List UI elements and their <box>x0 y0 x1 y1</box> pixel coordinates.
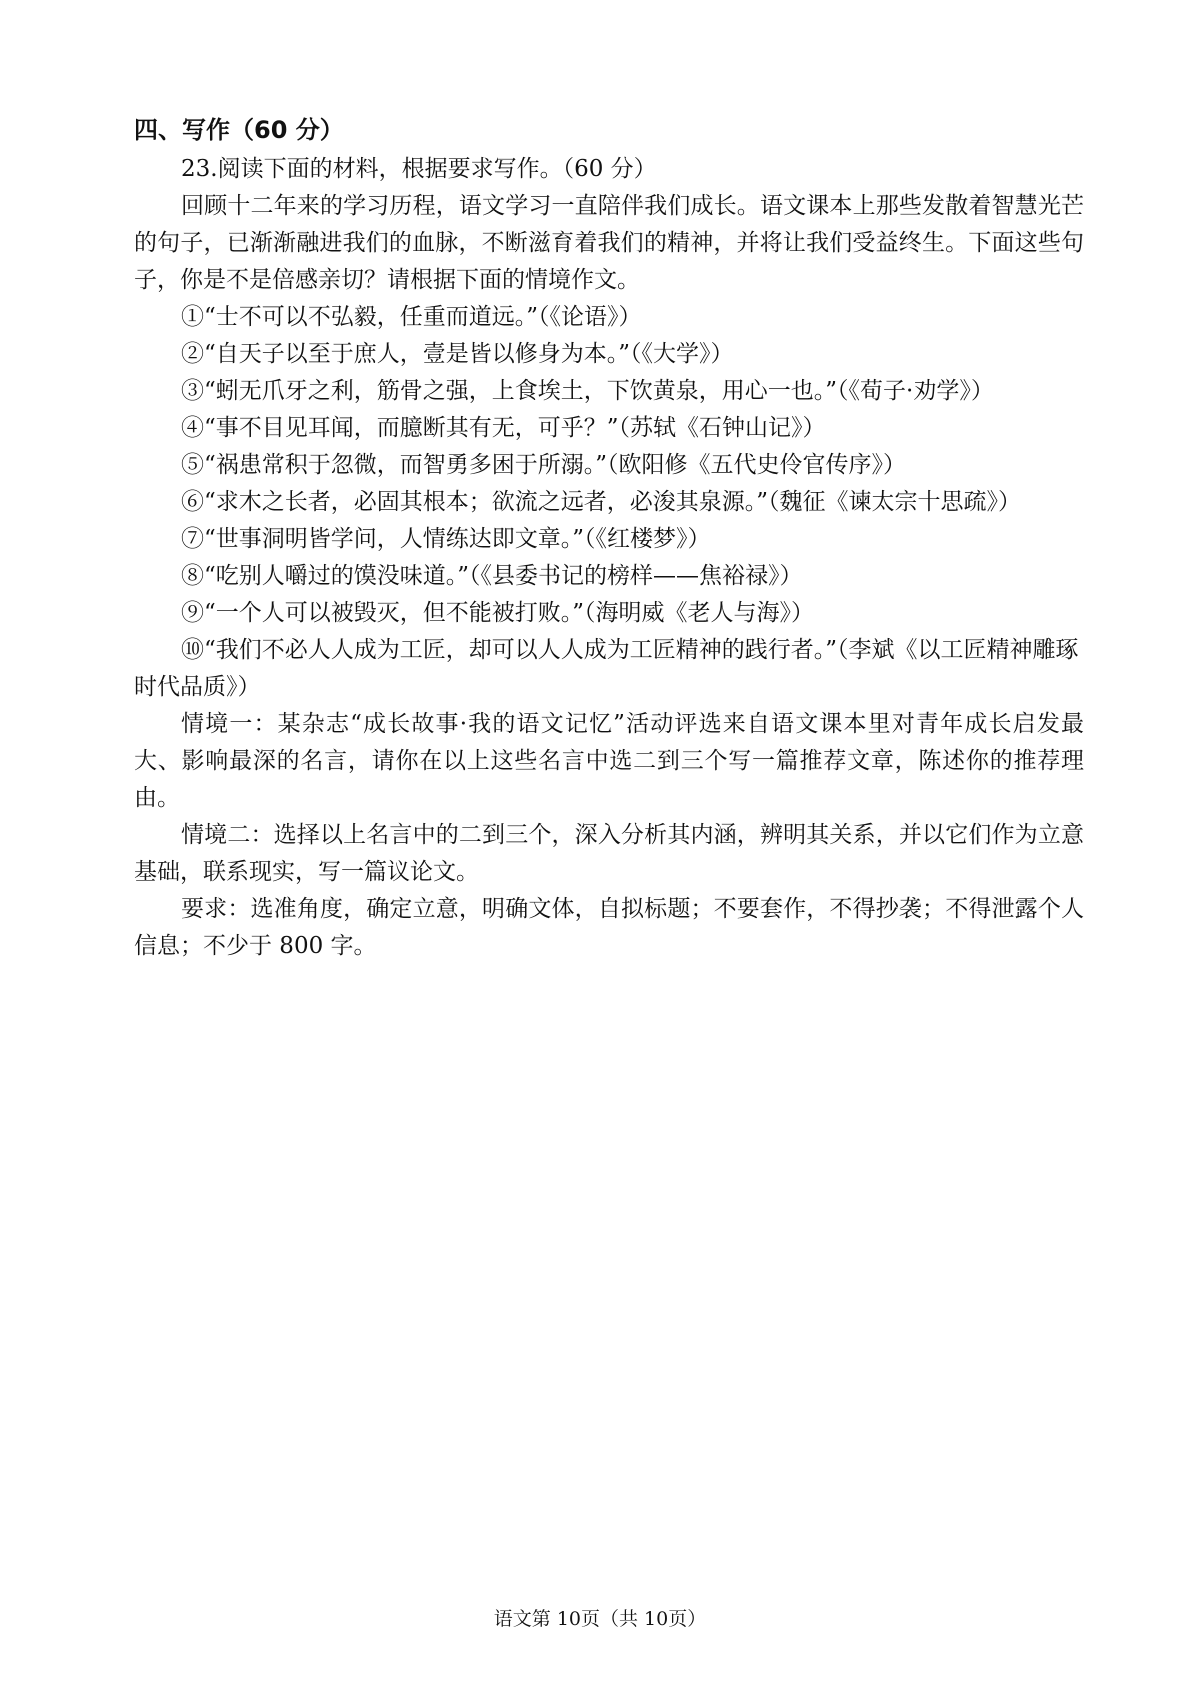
quote-item: ⑧“吃别人嚼过的馍没味道。”（《县委书记的榜样——焦裕禄》） <box>181 563 803 589</box>
quote-item: ⑩“我们不必人人成为工匠，却可以人人成为工匠精神的践行者。”（李斌《以工匠精神雕琢时代品质》） <box>134 637 1079 700</box>
section-title: 四、写作（60 分） <box>134 116 344 144</box>
requirements: 要求：选准角度，确定立意，明确文体，自拟标题；不要套作，不得抄袭；不得泄露个人信息；不少于 800 字。 <box>134 896 1084 959</box>
question-prompt: 23.阅读下面的材料，根据要求写作。（60 分） <box>181 156 657 182</box>
scenario-two: 情境二：选择以上名言中的二到三个，深入分析其内涵，辨明其关系，并以它们作为立意基础，联系现实，写一篇议论文。 <box>134 822 1084 885</box>
quote-list <box>134 299 1084 706</box>
scenario-one: 情境一：某杂志“成长故事·我的语文记忆”活动评选来自语文课本里对青年成长启发最大、影响最深的名言，请你在以上这些名言中选二到三个写一篇推荐文章，陈述你的推荐理由。 <box>134 711 1084 811</box>
quote-item: ⑥“求木之长者，必固其根本；欲流之远者，必浚其泉源。”（魏征《谏太宗十思疏》） <box>181 489 1022 515</box>
page-content <box>134 112 1084 965</box>
quote-item: ④“事不目见耳闻，而臆断其有无，可乎？”（苏轼《石钟山记》） <box>181 415 826 441</box>
page-footer: 语文第 10页（共 10页） <box>493 1608 707 1630</box>
intro-paragraph: 回顾十二年来的学习历程，语文学习一直陪伴我们成长。语文课本上那些发散着智慧光芒的句子，已渐渐融进我们的血脉，不断滋育着我们的精神，并将让我们受益终生。下面这些句子，你是不是倍感亲切？请根据下面的情境作文。 <box>134 193 1084 293</box>
quote-item: ③“蚓无爪牙之利，筋骨之强，上食埃土，下饮黄泉，用心一也。”（《荀子·劝学》） <box>181 378 994 404</box>
quote-item: ⑤“祸患常积于忽微，而智勇多困于所溺。”（欧阳修《五代史伶官传序》） <box>181 452 907 478</box>
quote-item: ⑨“一个人可以被毁灭，但不能被打败。”（海明威《老人与海》） <box>181 600 815 626</box>
quote-item: ⑦“世事洞明皆学问，人情练达即文章。”（《红楼梦》） <box>181 526 711 552</box>
quote-item: ①“士不可以不弘毅，任重而道远。”（《论语》） <box>181 304 642 330</box>
quote-item: ②“自天子以至于庶人，壹是皆以修身为本。”（《大学》） <box>181 341 734 367</box>
